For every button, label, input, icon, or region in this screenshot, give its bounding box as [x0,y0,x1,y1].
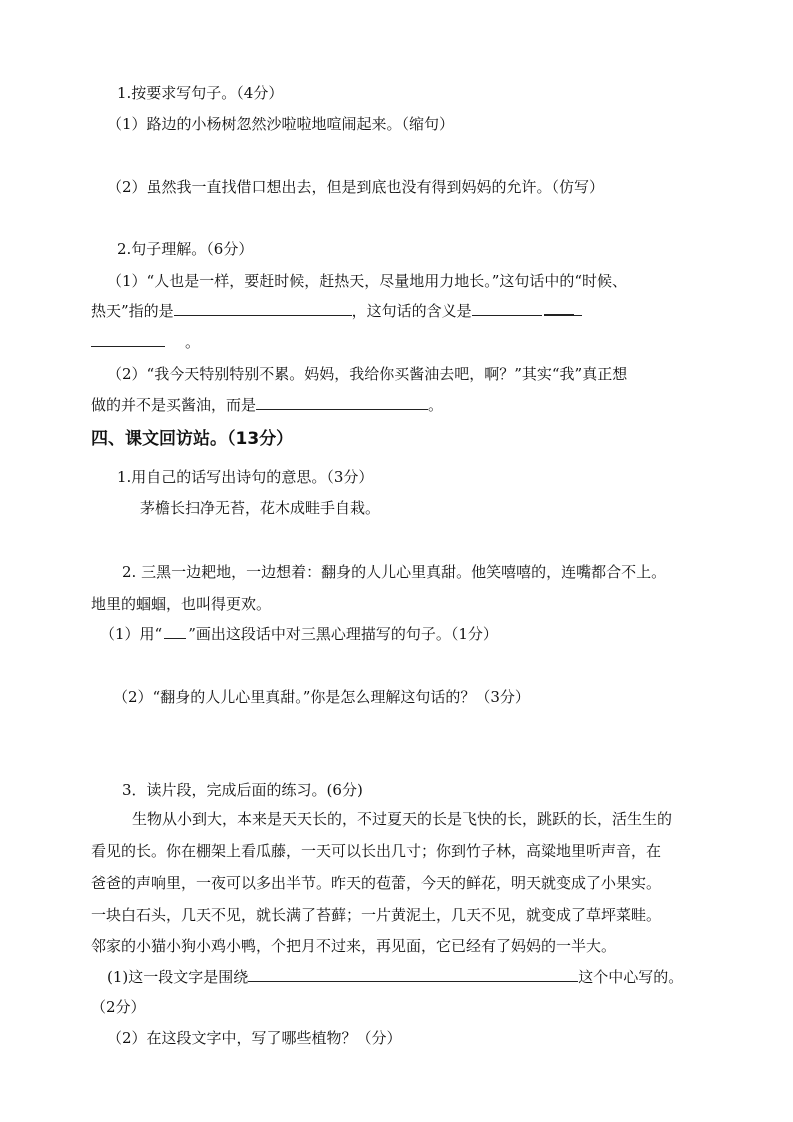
s4-q3-item-1-a: (1)这一段文字是围绕 [107,968,249,986]
q2-text-a: 热天”指的是 [91,302,174,320]
s4-q2-line-2: 地里的蝈蝈，也叫得更欢。 [91,595,272,613]
q2-text-c: 做的并不是买酱油，而是 [91,396,257,414]
passage-line-3: 爸爸的声响里，一夜可以多出半节。昨天的苞蕾，今天的鲜花，明天就变成了小果实。 [91,874,662,892]
answer-blank-2[interactable] [472,301,542,316]
passage-line-2: 看见的长。你在棚架上看瓜藤，一天可以长出几寸；你到竹子林，高粱地里听声音，在 [91,842,662,860]
s4-q3-item-1 [107,966,683,988]
underline-sample [164,624,186,639]
s4-q2-item-1-a: （1）用“ [100,625,163,643]
q2-line3-end: 。 [185,333,201,351]
answer-blank-4[interactable] [256,395,428,410]
s4-q1-title: 1.用自己的话写出诗句的意思。（3分） [117,468,374,486]
s4-q3-item-1-score: （2分） [91,998,146,1016]
answer-blank-2c[interactable] [574,301,582,316]
q2-item-2-line-2 [91,394,443,416]
q2-line2-end: 。 [428,396,444,414]
q2-item-1-line-3 [91,331,200,353]
q1-item-2: （2）虽然我一直找借口想出去，但是到底也没有得到妈妈的允许。（仿写） [107,178,605,196]
answer-blank-3[interactable] [91,332,165,347]
q2-title: 2.句子理解。（6分） [117,240,254,258]
q2-item-1-line-1: （1）“人也是一样，要赶时候，赶热天，尽量地用力地长。”这句话中的“时候、 [107,272,628,290]
q1-title: 1.按要求写句子。（4分） [117,84,284,102]
answer-blank-5[interactable] [248,967,578,982]
q1-item-1: （1）路边的小杨树忽然沙啦啦地喧闹起来。（缩句） [107,115,455,133]
s4-q2-line-1: 2. 三黑一边耙地，一边想着：翻身的人儿心里真甜。他笑嘻嘻的，连嘴都合不上。 [122,563,667,581]
q2-item-2-line-1: （2）“我今天特别特别不累。妈妈，我给你买酱油去吧，啊？”其实“我”真正想 [107,365,628,383]
s4-q2-item-1-b: ”画出这段话中对三黑心理描写的句子。（1分） [188,625,498,643]
s4-q3-item-2: （2）在这段文字中，写了哪些植物？（分） [107,1029,402,1047]
poem-line: 茅檐长扫净无苔，花木成畦手自栽。 [140,499,381,517]
q2-item-1-line-2 [91,300,582,322]
s4-q2-item-2: （2）“翻身的人儿心里真甜。”你是怎么理解这句话的？（3分） [113,688,530,706]
answer-blank-1[interactable] [174,301,352,316]
answer-blank-2b[interactable] [544,300,574,316]
s4-q2-item-1 [100,623,498,645]
passage-line-4: 一块白石头，几天不见，就长满了苔藓；一片黄泥土，几天不见，就变成了草坪菜畦。 [91,906,662,924]
q2-text-b: ，这句话的含义是 [351,302,472,320]
passage-line-1: 生物从小到大，本来是天天长的，不过夏天的长是飞快的长，跳跃的长，活生生的 [132,810,673,828]
section-heading: 四、课文回访站。（13分） [91,429,294,449]
passage-line-5: 邻家的小猫小狗小鸡小鸭，个把月不过来，再见面，它已经有了妈妈的一半大。 [91,937,617,955]
s4-q3-title: 3．读片段，完成后面的练习。(6分) [122,781,363,799]
s4-q3-item-1-b: 这个中心写的。 [578,968,684,986]
